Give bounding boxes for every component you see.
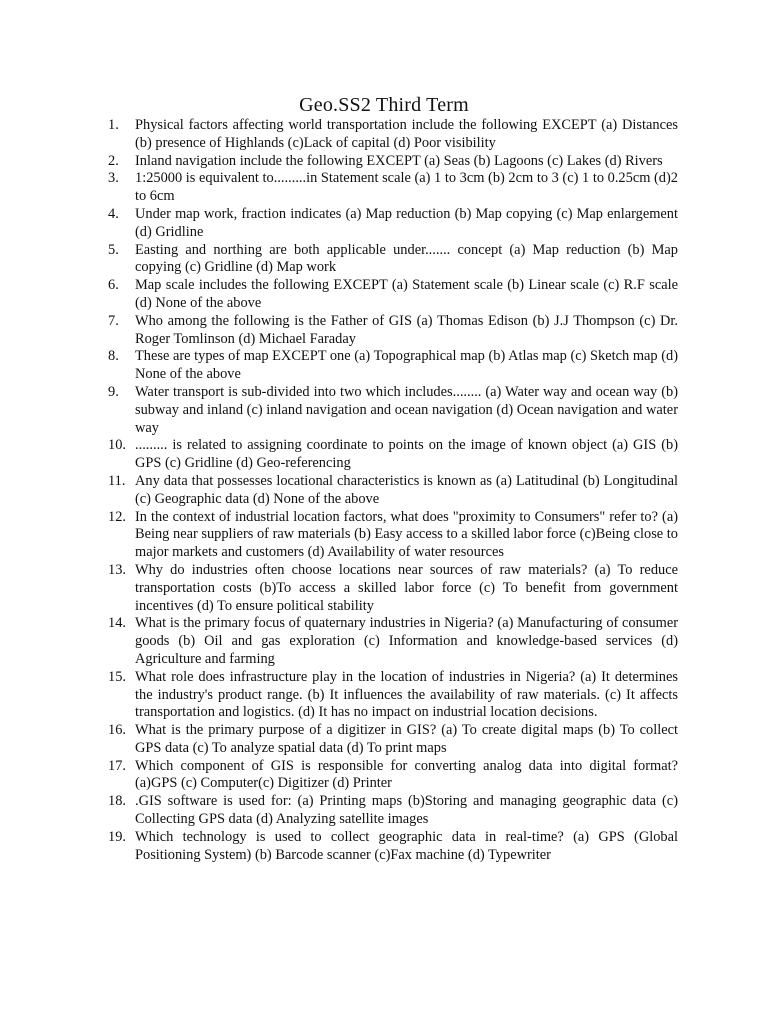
question-number: 17. bbox=[108, 757, 126, 774]
question-text: Easting and northing are both applicable under....... concept (a) Map reduction (b) Map copying (c) Gridline (d) Map work bbox=[135, 241, 678, 276]
question-number: 19. bbox=[108, 828, 126, 845]
question-list bbox=[108, 117, 678, 864]
question-item bbox=[108, 615, 678, 668]
question-number: 9. bbox=[108, 383, 119, 400]
question-number: 4. bbox=[108, 205, 119, 222]
question-number: 18. bbox=[108, 793, 126, 810]
question-number: 1. bbox=[108, 117, 119, 133]
question-text: What is the primary purpose of a digitizer in GIS? (a) To create digital maps (b) To collect GPS data (c) To analyze spatial data (d) To print maps bbox=[135, 722, 678, 756]
question-item bbox=[108, 829, 678, 865]
question-item bbox=[108, 348, 678, 384]
question-item bbox=[108, 562, 678, 615]
question-text: Why do industries often choose locations near sources of raw materials? (a) To reduce transportation costs (b)To access a skilled labor force (c) To benefit from government incentives (d) To ensure political stability bbox=[135, 561, 678, 614]
question-item bbox=[108, 313, 678, 349]
question-item bbox=[108, 170, 678, 206]
question-number: 2. bbox=[108, 152, 119, 169]
question-item bbox=[108, 153, 678, 171]
question-text: These are types of map EXCEPT one (a) Topographical map (b) Atlas map (c) Sketch map (d) None of the above bbox=[135, 348, 678, 383]
question-item bbox=[108, 509, 678, 562]
question-text: What is the primary focus of quaternary industries in Nigeria? (a) Manufacturing of consumer goods (b) Oil and gas exploration (c) Information and knowledge-based services (d) Agriculture and farming bbox=[135, 615, 678, 667]
question-item bbox=[108, 206, 678, 242]
question-item bbox=[108, 242, 678, 278]
question-text: Which component of GIS is responsible for converting analog data into digital format? (a)GPS (c) Computer(c) Digitizer (d) Printer bbox=[135, 757, 678, 792]
question-text: Physical factors affecting world transportation include the following EXCEPT (a) Distances (b) presence of Highlands (c)Lack of capital (d) Poor visibility bbox=[135, 117, 678, 151]
question-number: 15. bbox=[108, 668, 126, 685]
question-text: Any data that possesses locational characteristics is known as (a) Latitudinal (b) Longitudinal (c) Geographic data (d) None of the above bbox=[135, 472, 678, 507]
question-text: Water transport is sub-divided into two which includes........ (a) Water way and ocean way (b) subway and inland (c) inland navigation and ocean navigation (d) Ocean navigation and water way bbox=[135, 383, 678, 436]
question-text: In the context of industrial location factors, what does "proximity to Consumers" refer to? (a) Being near suppliers of raw materials (b) Easy access to a skilled labor force (c)Being close to major markets and customers (d) Availability of water resources bbox=[135, 508, 678, 561]
question-text: What role does infrastructure play in the location of industries in Nigeria? (a) It determines the industry's product range. (b) It influences the availability of raw materials. (c) It affects transportation and logistics. (d) It has no impact on industrial location decisions. bbox=[135, 668, 678, 721]
question-number: 7. bbox=[108, 312, 119, 329]
question-text: Which technology is used to collect geographic data in real-time? (a) GPS (Global Positioning System) (b) Barcode scanner (c)Fax machine (d) Typewriter bbox=[135, 828, 678, 863]
page-title: Geo.SS2 Third Term bbox=[299, 94, 469, 116]
question-number: 10. bbox=[108, 437, 126, 454]
question-item bbox=[108, 669, 678, 722]
question-text: .GIS software is used for: (a) Printing maps (b)Storing and managing geographic data (c) Collecting GPS data (d) Analyzing satellite images bbox=[135, 793, 678, 828]
question-text: Under map work, fraction indicates (a) Map reduction (b) Map copying (c) Map enlargement (d) Gridline bbox=[135, 205, 678, 240]
question-number: 16. bbox=[108, 722, 126, 739]
question-text: Inland navigation include the following EXCEPT (a) Seas (b) Lagoons (c) Lakes (d) Rivers bbox=[135, 152, 663, 169]
question-text: Who among the following is the Father of GIS (a) Thomas Edison (b) J.J Thompson (c) Dr. Roger Tomlinson (d) Michael Faraday bbox=[135, 312, 678, 347]
question-item bbox=[108, 117, 678, 153]
question-item bbox=[108, 437, 678, 473]
question-text: ......... is related to assigning coordinate to points on the image of known object (a) GIS (b) GPS (c) Gridline (d) Geo-referencing bbox=[135, 437, 678, 472]
question-number: 14. bbox=[108, 615, 126, 632]
question-number: 8. bbox=[108, 348, 119, 365]
question-item bbox=[108, 277, 678, 313]
question-text: Map scale includes the following EXCEPT (a) Statement scale (b) Linear scale (c) R.F scale (d) None of the above bbox=[135, 277, 678, 311]
question-item bbox=[108, 793, 678, 829]
question-number: 13. bbox=[108, 561, 126, 578]
question-item bbox=[108, 722, 678, 758]
question-text: 1:25000 is equivalent to.........in Statement scale (a) 1 to 3cm (b) 2cm to 3 (c) 1 to 0.25cm (d)2 to 6cm bbox=[135, 170, 678, 205]
question-number: 3. bbox=[108, 170, 119, 187]
question-number: 5. bbox=[108, 241, 119, 258]
question-number: 6. bbox=[108, 277, 119, 294]
question-number: 11. bbox=[108, 472, 126, 489]
question-item bbox=[108, 384, 678, 437]
question-item bbox=[108, 473, 678, 509]
question-number: 12. bbox=[108, 508, 126, 525]
question-item bbox=[108, 758, 678, 794]
